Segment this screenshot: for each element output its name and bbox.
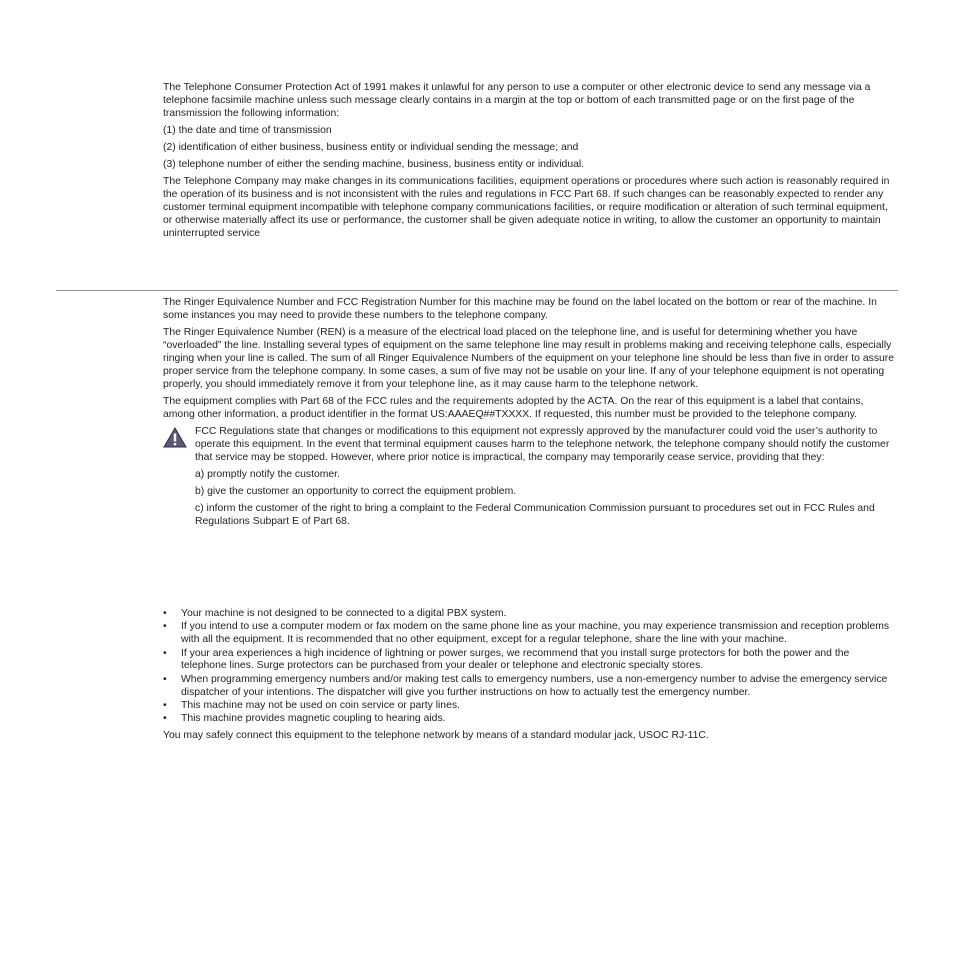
section-divider [56, 290, 898, 291]
notes-bullet-list [163, 608, 896, 726]
telco-changes-paragraph: The Telephone Company may make changes in its communications facilities, equipment operations or procedures where such action is reasonably required in the operation of its business and is not inconsistent with the rules and regulations in FCC Part 68. If such changes can be reasonably expected to render any customer terminal equipment incompatible with telephone company communications facilities, or require modification or alteration of such terminal equipment, or otherwise materially affect its use or performance, the customer shall be given adequate notice in writing, to allow the customer an opportunity to maintain uninterrupted service [163, 176, 890, 239]
list-item [163, 648, 896, 674]
list-item [163, 674, 896, 700]
list-item-date-time: (1) the date and time of transmission [163, 124, 332, 136]
list-item [163, 713, 896, 726]
bullet-text: When programming emergency numbers and/or making test calls to emergency numbers, use a non-emergency number to advise the emergency service dispatcher of your intentions. The dispatcher will give you further instructions on how to actually test the emergency number. [181, 673, 888, 698]
bullet-text: This machine provides magnetic coupling to hearing aids. [181, 713, 446, 725]
bullet-text: Your machine is not designed to be connected to a digital PBX system. [181, 608, 507, 619]
caution-text: FCC Regulations state that changes or modifications to this equipment not expressly approved by the manufacturer could void the user’s authority to operate this equipment. In the event that terminal equipment causes harm to the telephone network, the telephone company should notify the customer that service may be stopped. However, where prior notice is impractical, the company may temporarily cease service, providing that they: [195, 425, 890, 463]
part68-paragraph: The equipment complies with Part 68 of the FCC rules and the requirements adopted by the ACTA. On the rear of this equipment is a label that contains, among other information, a product identifier in the format US:AAAEQ##TXXXX. If requested, this number must be provided to the telephone company. [163, 395, 864, 420]
ren-section [163, 297, 896, 533]
notes-section [163, 608, 896, 743]
list-item-telephone-number: (3) telephone number of either the sending machine, business, business entity or individual. [163, 159, 585, 171]
bullet-marker: • [163, 699, 167, 711]
list-item [163, 608, 896, 621]
bullet-marker: • [163, 673, 167, 685]
list-item [163, 700, 896, 713]
bullet-marker: • [163, 608, 167, 619]
bullet-text: This machine may not be used on coin service or party lines. [181, 699, 460, 711]
ren-label-paragraph: The Ringer Equivalence Number and FCC Registration Number for this machine may be found on the label located on the bottom or rear of the machine. In some instances you may need to provide these numbers to the telephone company. [163, 297, 877, 321]
caution-item-c: c) inform the customer of the right to bring a complaint to the Federal Communication Commission pursuant to procedures set out in FCC Rules and Regulations Subpart E of Part 68. [195, 502, 875, 527]
warning-triangle-icon [163, 427, 187, 448]
ren-measure-paragraph: The Ringer Equivalence Number (REN) is a measure of the electrical load placed on the telephone line, and is useful for determining whether you have “overloaded” the line. Installing several types of equipment on the same telephone line may result in problems making and receiving telephone calls, especially ringing when your line is called. The sum of all Ringer Equivalence Numbers of the equipment on your telephone line should be less than five in order to assure proper service from the telephone company. In some cases, a sum of five may not be usable on your line. If any of your telephone equipment is not operating properly, you should immediately remove it from your telephone line, as it may cause harm to the telephone network. [163, 327, 895, 390]
bullet-text: If your area experiences a high incidence of lightning or power surges, we recommend that you install surge protectors for both the power and the telephone lines. Surge protectors can be purchased from your dealer or telephone and electronic specialty stores. [181, 647, 850, 672]
tcpa-intro-paragraph: The Telephone Consumer Protection Act of 1991 makes it unlawful for any person to use a computer or other electronic device to send any message via a telephone facsimile machine unless such message clearly contains in a margin at the top or bottom of each transmitted page or on the first page of the transmission the following information: [163, 82, 871, 119]
modular-jack-paragraph: You may safely connect this equipment to the telephone network by means of a standard modular jack, USOC RJ-11C. [163, 730, 709, 742]
caution-body [195, 426, 896, 529]
list-item-sender-identification: (2) identification of either business, business entity or individual sending the message; and [163, 142, 579, 153]
bullet-marker: • [163, 621, 167, 633]
bullet-text: If you intend to use a computer modem or fax modem on the same phone line as your machine, you may experience transmission and reception problems with all the equipment. It is recommended that no other equipment, except for a regular telephone, share the line with your machine. [181, 621, 890, 646]
bullet-marker: • [163, 713, 167, 725]
caution-item-a: a) promptly notify the customer. [195, 468, 340, 480]
caution-notice [163, 426, 896, 529]
fax-branding-section [163, 82, 896, 245]
caution-item-b: b) give the customer an opportunity to correct the equipment problem. [195, 485, 517, 497]
list-item [163, 621, 896, 647]
bullet-marker: • [163, 647, 167, 659]
